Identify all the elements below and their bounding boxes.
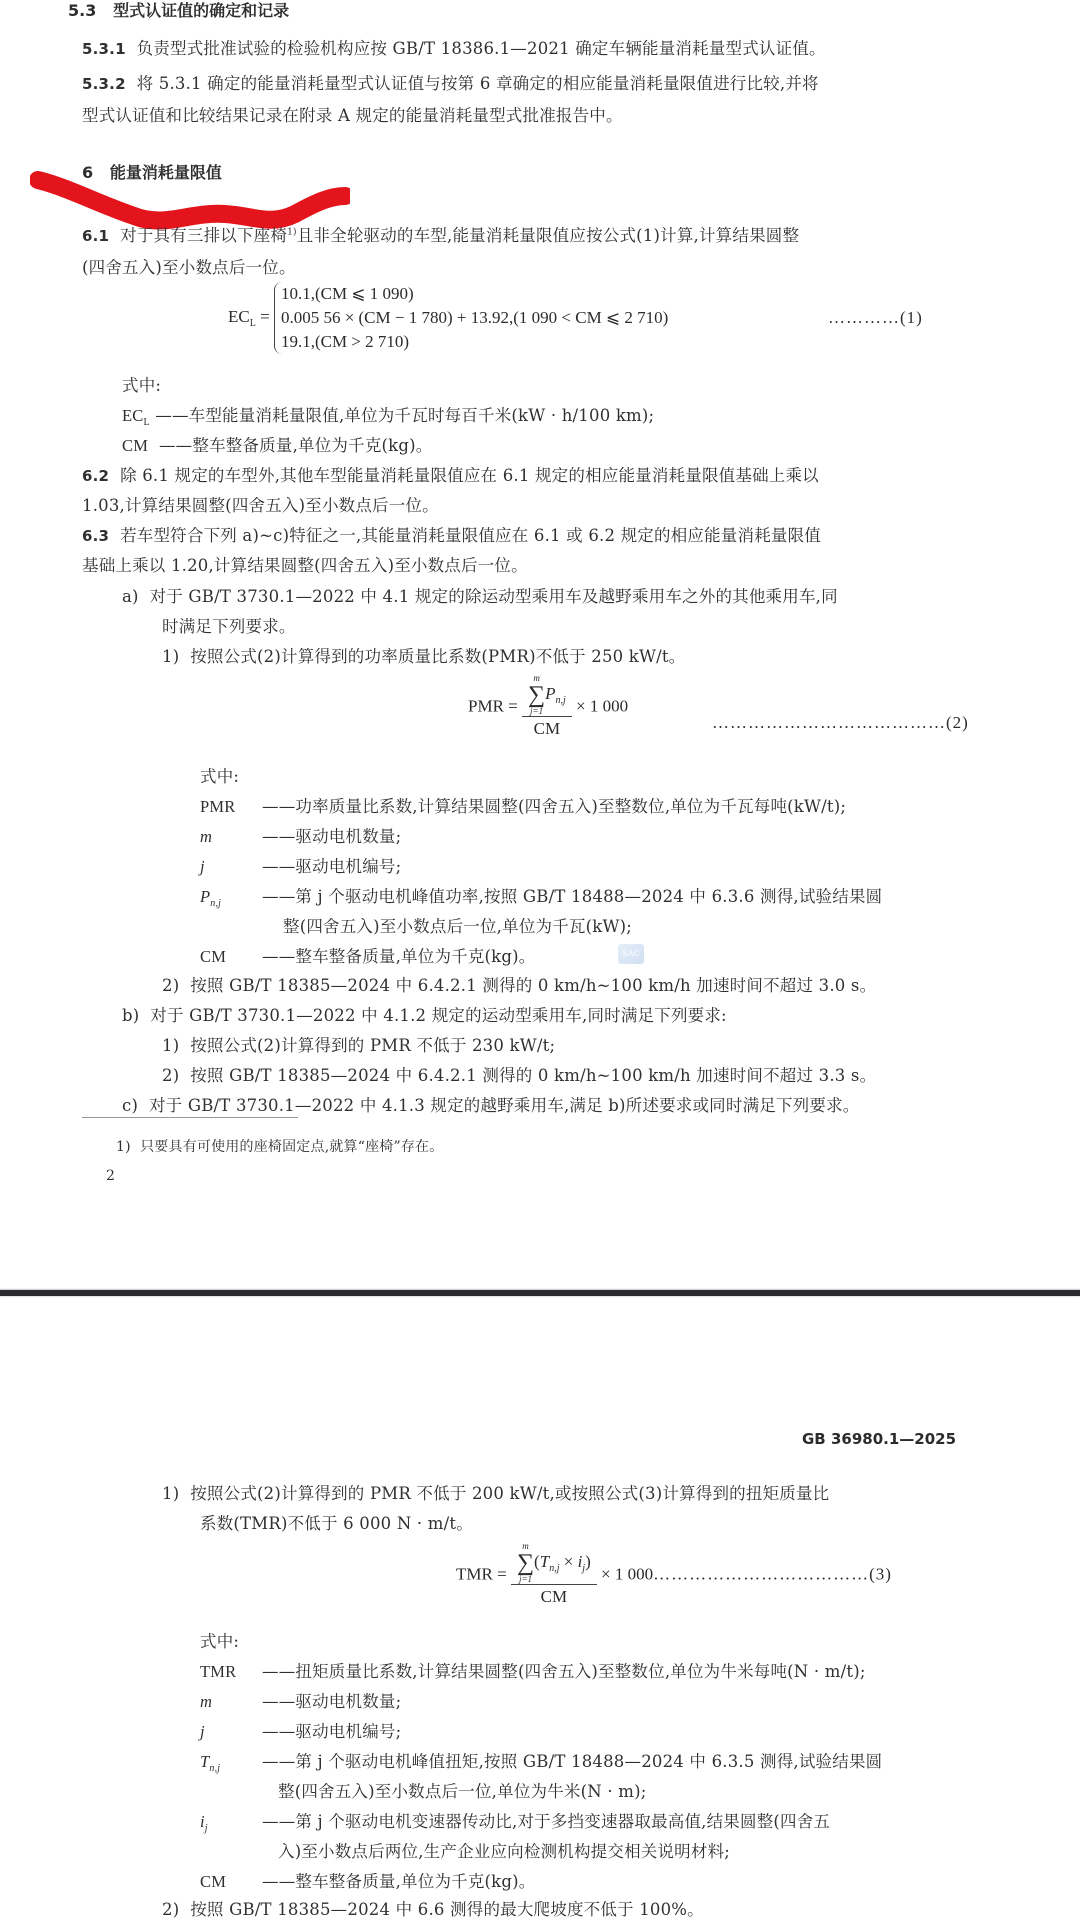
where-3-m: m ——驱动电机数量; <box>200 1692 402 1711</box>
clause-5-3-1: 5.3.1 负责型式批准试验的检验机构应按 GB/T 18386.1—2021 确定车辆能量消耗量型式认证值。 <box>82 39 826 58</box>
where-2-pmr: PMR ——功率质量比系数,计算结果圆整(四舍五入)至整数位,单位为千瓦每吨(kW/t); <box>200 797 847 816</box>
formula-2: PMR = m ∑ j=1 $P_{n,j}$ CM × 1 000 <box>468 673 629 738</box>
formula-1-cases: 10.1,(CM ⩽ 1 090) 0.005 56 × (CM − 1 780) + 13.92,(1 090 < CM ⩽ 2 710) 19.1,(CM > 2 710) <box>274 282 668 354</box>
footnote-ref[interactable]: 1) <box>287 227 297 238</box>
formula-3: TMR = m ∑ j=1 $(T_{n,j} \times i_j)$ CM × 1 000………………………………(3) <box>456 1541 892 1606</box>
item-b: b) 对于 GB/T 3730.1—2022 中 4.1.2 规定的运动型乘用车,同时满足下列要求: <box>122 1006 727 1025</box>
clause-6-2-cont: 1.03,计算结果圆整(四舍五入)至小数点后一位。 <box>82 496 439 515</box>
clause-6-2: 6.2 除 6.1 规定的车型外,其他车型能量消耗量限值应在 6.1 规定的相应能量消耗量限值基础上乘以 <box>82 466 819 485</box>
formula-1: $EC_L$ = 10.1,(CM ⩽ 1 090) 0.005 56 × (CM − 1 780) + 13.92,(1 090 < CM ⩽ 2 710) 19.1,(CM > 2 710) <box>228 282 668 354</box>
footnote-rule <box>82 1117 298 1118</box>
clause-6-3-cont: 基础上乘以 1.20,计算结果圆整(四舍五入)至小数点后一位。 <box>82 556 528 575</box>
item-b-1: 1) 按照公式(2)计算得到的 PMR 不低于 230 kW/t; <box>162 1036 556 1055</box>
where-label-3: 式中: <box>200 1632 240 1651</box>
clause-5-3-2: 5.3.2 将 5.3.1 确定的能量消耗量型式认证值与按第 6 章确定的相应能量消耗量限值进行比较,并将 <box>82 74 819 93</box>
clause-6-1-cont: (四舍五入)至小数点后一位。 <box>82 258 296 277</box>
section-heading-6: 6 能量消耗量限值 <box>82 163 222 182</box>
formula-3-tag: ………………………………(3) <box>653 1564 892 1584</box>
sac-watermark: SAC <box>618 944 644 964</box>
where-3-j: j ——驱动电机编号; <box>200 1722 402 1741</box>
p2-item-1-cont: 系数(TMR)不低于 6 000 N · m/t。 <box>200 1514 473 1533</box>
item-a: a) 对于 GB/T 3730.1—2022 中 4.1 规定的除运动型乘用车及越野乘用车之外的其他乘用车,同 <box>122 587 838 606</box>
p2-item-1: 1) 按照公式(2)计算得到的 PMR 不低于 200 kW/t,或按照公式(3)计算得到的扭矩质量比 <box>162 1484 830 1503</box>
formula-1-tag: …………(1) <box>828 308 923 327</box>
page-separator <box>0 1290 1080 1296</box>
where-label-1: 式中: <box>122 376 162 395</box>
item-c: c) 对于 GB/T 3730.1—2022 中 4.1.3 规定的越野乘用车,满足 b)所述要求或同时满足下列要求。 <box>122 1096 860 1115</box>
p2-item-2: 2) 按照 GB/T 18385—2024 中 6.6 测得的最大爬坡度不低于 100%。 <box>162 1900 704 1919</box>
where-3-cm: CM ——整车整备质量,单位为千克(kg)。 <box>200 1872 536 1891</box>
where-3-t-cont: 整(四舍五入)至小数点后一位,单位为牛米(N · m); <box>278 1782 647 1801</box>
clause-6-3: 6.3 若车型符合下列 a)~c)特征之一,其能量消耗量限值应在 6.1 或 6.2 规定的相应能量消耗量限值 <box>82 526 822 545</box>
where-3-tmr: TMR ——扭矩质量比系数,计算结果圆整(四舍五入)至整数位,单位为牛米每吨(N · m/t); <box>200 1662 866 1681</box>
where-1-ecl: $EC_L$ ——车型能量消耗量限值,单位为千瓦时每百千米(kW · h/100 km); <box>122 406 655 428</box>
clause-5-3-2-cont: 型式认证值和比较结果记录在附录 A 规定的能量消耗量型式批准报告中。 <box>82 106 623 125</box>
where-2-cm: CM ——整车整备质量,单位为千克(kg)。 <box>200 947 536 966</box>
page-number: 2 <box>106 1168 116 1184</box>
item-a-cont: 时满足下列要求。 <box>162 617 296 636</box>
where-3-t: $T_{n,j}$ ——第 j 个驱动电机峰值扭矩,按照 GB/T 18488—2024 中 6.3.5 测得,试验结果圆 <box>200 1752 883 1774</box>
where-2-p-cont: 整(四舍五入)至小数点后一位,单位为千瓦(kW); <box>283 917 633 936</box>
standard-header: GB 36980.1—2025 <box>802 1430 957 1448</box>
item-a-2: 2) 按照 GB/T 18385—2024 中 6.4.2.1 测得的 0 km/h~100 km/h 加速时间不超过 3.0 s。 <box>162 976 877 995</box>
where-2-j: j ——驱动电机编号; <box>200 857 402 876</box>
where-2-m: m ——驱动电机数量; <box>200 827 402 846</box>
where-2-p: $P_{n,j}$ ——第 j 个驱动电机峰值功率,按照 GB/T 18488—2024 中 6.3.6 测得,试验结果圆 <box>200 887 883 909</box>
where-1-cm: CM ——整车整备质量,单位为千克(kg)。 <box>122 436 433 455</box>
clause-6-1: 6.1 对于具有三排以下座椅$^{1)}$且非全轮驱动的车型,能量消耗量限值应按公式(1)计算,计算结果圆整 <box>82 226 800 245</box>
item-a-1: 1) 按照公式(2)计算得到的功率质量比系数(PMR)不低于 250 kW/t。 <box>162 647 686 666</box>
where-label-2: 式中: <box>200 767 240 786</box>
item-b-2: 2) 按照 GB/T 18385—2024 中 6.4.2.1 测得的 0 km/h~100 km/h 加速时间不超过 3.3 s。 <box>162 1066 877 1085</box>
where-3-i: $i_j$ ——第 j 个驱动电机变速器传动比,对于多挡变速器取最高值,结果圆整(四舍五 <box>200 1812 831 1834</box>
footnote: 1) 只要具有可使用的座椅固定点,就算“座椅”存在。 <box>116 1139 444 1155</box>
where-3-i-cont: 入)至小数点后两位,生产企业应向检测机构提交相关说明材料; <box>278 1842 731 1861</box>
section-heading-5-3: 5.3 型式认证值的确定和记录 <box>68 1 290 20</box>
formula-2-tag: …………………………………(2) <box>712 713 969 732</box>
